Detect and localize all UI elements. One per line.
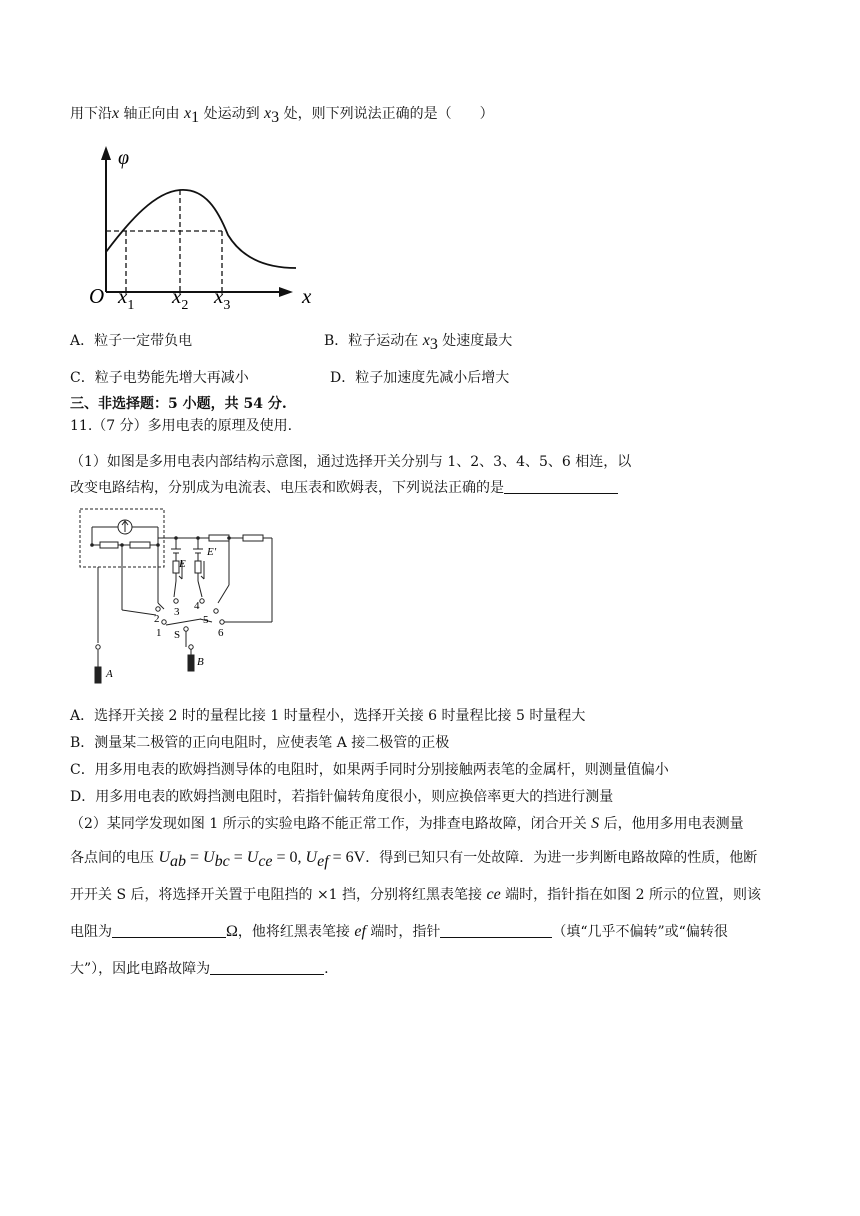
stem-text: 处，则下列说法正确的是（ ）: [279, 106, 494, 122]
q11-part2-line3: [70, 885, 761, 905]
origin-label: O: [89, 284, 105, 308]
q11-option-a: A．选择开关接 2 时的量程比接 1 时量程小，选择开关接 6 时量程比接 5 时量程大: [70, 708, 586, 724]
part2-sub: ef: [317, 853, 329, 870]
stem-text: 用下沿: [70, 106, 112, 122]
answer-blank: [112, 923, 226, 938]
terminal-3-label: 3: [174, 606, 180, 618]
q11-option-d: D．用多用电表的欧姆挡测电阻时，若指针偏转角度很小，则应换倍率更大的挡进行测量: [70, 789, 614, 805]
part2-var: U: [305, 849, 318, 866]
battery-e-prime-label: E′: [207, 546, 217, 558]
potential-graph: [80, 140, 330, 315]
part2-text: .: [324, 961, 329, 977]
q11-option-c: C．用多用电表的欧姆挡测导体的电阻时，如果两手同时分别接触两表笔的金属杆，则测量值偏小: [70, 762, 669, 778]
option-var: x: [422, 332, 430, 349]
stem-sub: 3: [271, 109, 280, 126]
resistor: [243, 535, 263, 541]
stem-var: x: [184, 105, 192, 122]
part2-eq: = 6V: [328, 849, 366, 866]
tick-x3: $x_3$: [214, 284, 231, 313]
q11-part2-line5: [70, 959, 329, 979]
q10-option-c: C．粒子电势能先增大再减小: [70, 370, 249, 386]
option-text: 处速度最大: [437, 333, 513, 349]
resistor: [100, 542, 118, 548]
stem-text: 轴正向由: [119, 106, 185, 122]
resistor: [209, 535, 229, 541]
q11-part2-line4: [70, 922, 728, 942]
terminal-5-label: 5: [203, 614, 209, 626]
q11-header: 11.（7 分）多用电表的原理及使用.: [70, 418, 293, 434]
probe-a-label: A: [106, 668, 113, 680]
terminal-4-label: 4: [194, 600, 200, 612]
part2-text: ．得到已知只有一处故障．为进一步判断电路故障的性质，他断: [365, 850, 758, 866]
section-title: 三、非选择题：5 小题，共 54 分.: [70, 396, 287, 412]
q11-part1-line2: [70, 478, 618, 498]
multimeter-circuit: [76, 505, 286, 693]
part2-sub: ab: [170, 853, 187, 870]
terminal-2-label: 2: [154, 613, 160, 625]
stem-var: x: [112, 105, 120, 122]
part1-text: 改变电路结构，分别成为电流表、电压表和欧姆表，下列说法正确的是: [70, 480, 504, 496]
part2-text: 各点间的电压: [70, 850, 159, 866]
q11-option-b: B．测量某二极管的正向电阻时，应使表笔 A 接二极管的正极: [70, 735, 450, 751]
resistor: [130, 542, 150, 548]
part2-var: U: [203, 849, 215, 866]
q10-stem: [70, 104, 494, 124]
y-axis-arrow: [101, 146, 111, 160]
q11-part2-line1: [70, 814, 744, 834]
part2-unit: Ω: [226, 923, 238, 940]
answer-blank: [210, 960, 324, 975]
q10-option-d: D．粒子加速度先减小后增大: [330, 370, 510, 386]
part2-var: S: [591, 815, 600, 832]
option-text: B．粒子运动在: [324, 333, 423, 349]
q11-part2-line2: 各点间的电压 $U_{ab} = U_{bc} = U_{ce} = 0$, $U_{ef} = 6V$．得到已知只有一处故障．为进一步判断电路故障的性质，他断: [70, 849, 758, 870]
part2-text: 端时，指针: [365, 924, 441, 940]
part2-text: ，他将红黑表笔接: [237, 924, 355, 940]
part2-text: 开开关 S 后，将选择开关置于电阻挡的 ×1 挡，分别将红黑表笔接: [70, 887, 487, 903]
stem-var: x: [264, 105, 272, 122]
answer-blank: [440, 923, 552, 938]
potential-curve: [106, 190, 296, 268]
q11-part1-line1: （1）如图是多用电表内部结构示意图，通过选择开关分别与 1、2、3、4、5、6 相连，以: [70, 454, 632, 470]
part2-var: ef: [354, 923, 366, 940]
tick-x1: $x_1$: [118, 284, 135, 313]
q10-option-b: [324, 331, 512, 351]
part2-sub: ce: [258, 853, 273, 870]
part2-var: U: [246, 849, 259, 866]
probe-b-label: B: [197, 656, 204, 668]
x-axis-label: x: [302, 284, 312, 308]
battery-e-label: E: [179, 558, 186, 570]
part2-sub: bc: [214, 853, 230, 870]
part2-text: （填“几乎不偏转”或“偏转很: [552, 924, 728, 940]
tick-x2: $x_2$: [172, 284, 189, 313]
stem-sub: 1: [191, 109, 200, 126]
part2-text: 电阻为: [70, 924, 112, 940]
part2-text: （2）某同学发现如图 1 所示的实验电路不能正常工作，为排查电路故障，闭合开关: [70, 816, 592, 832]
answer-blank: [504, 479, 618, 494]
y-axis-label: φ: [118, 147, 130, 169]
part2-text: 端时，指针指在如图 2 所示的位置，则该: [500, 887, 761, 903]
option-sub: 3: [429, 336, 438, 353]
terminal-6-label: 6: [218, 627, 224, 639]
part2-text: 大”），因此电路故障为: [70, 961, 211, 977]
q10-option-a: A．粒子一定带负电: [70, 333, 193, 349]
part2-text: 后，他用多用电表测量: [599, 816, 744, 832]
stem-text: 处运动到: [199, 106, 265, 122]
part2-eq: = 0,: [272, 849, 306, 866]
part2-var: ce: [486, 886, 501, 903]
part2-var: U: [158, 849, 171, 866]
switch-s-label: S: [174, 629, 181, 641]
x-axis-arrow: [279, 287, 293, 297]
terminal-1-label: 1: [156, 627, 162, 639]
